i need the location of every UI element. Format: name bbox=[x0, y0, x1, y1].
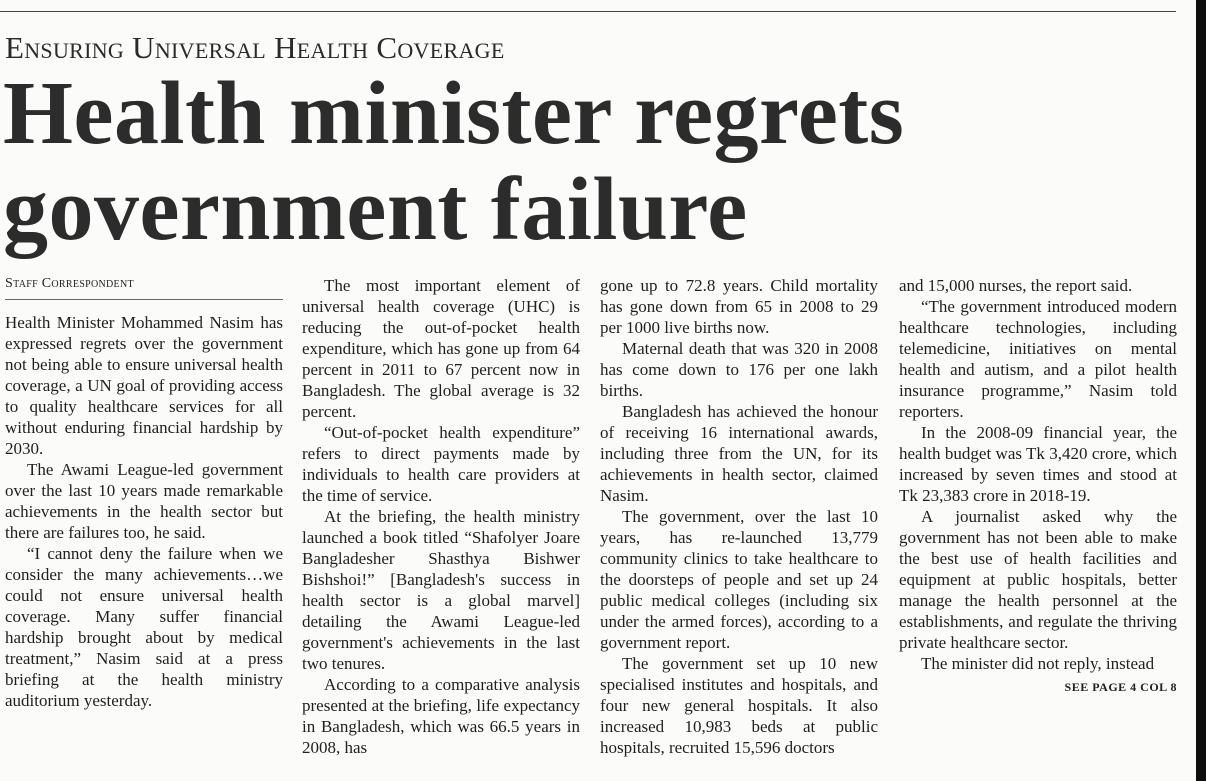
paragraph: “Out-of-pocket health expenditure” refers to direct payments made by individuals to health care providers at the time of service. bbox=[302, 423, 580, 505]
article-column-1 bbox=[5, 312, 283, 711]
paragraph: The most important element of universal health coverage (UHC) is reducing the out-of-pocket health expenditure, which has gone up from 64 percent in 2011 to 67 percent now in Bangladesh. The global average is 32 percent. bbox=[302, 276, 580, 421]
byline: Staff Correspondent bbox=[5, 276, 134, 291]
headline: Health minister regrets government failure bbox=[3, 64, 905, 259]
kicker: Ensuring Universal Health Coverage bbox=[5, 30, 505, 65]
paragraph: and 15,000 nurses, the report said. bbox=[899, 276, 1133, 295]
paragraph: The Awami League-led government over the last 10 years made remarkable achievements in the health sector but there are failures too, he said. bbox=[5, 460, 283, 542]
paragraph: Maternal death that was 320 in 2008 has come down to 176 per one lakh births. bbox=[600, 339, 878, 400]
article-column-3 bbox=[600, 275, 878, 758]
paragraph: The government set up 10 new specialised institutes and hospitals, and four new general hospitals. It also increased 10,983 beds at public hospitals, recruited 15,596 doctors bbox=[600, 654, 878, 757]
paragraph: In the 2008-09 financial year, the health budget was Tk 3,420 crore, which increased by seven times and stood at Tk 23,383 crore in 2018-19. bbox=[899, 423, 1177, 505]
article-column-2 bbox=[302, 275, 580, 758]
paragraph: According to a comparative analysis presented at the briefing, life expectancy in Bangladesh, which was 66.5 years in 2008, has bbox=[302, 675, 580, 757]
page-edge bbox=[1196, 0, 1206, 781]
paragraph: “The government introduced modern healthcare technologies, including telemedicine, initiatives on mental health and autism, and a pilot health insurance programme,” Nasim told reporters. bbox=[899, 297, 1177, 421]
top-rule bbox=[0, 11, 1176, 12]
paragraph: “I cannot deny the failure when we consider the many achievements…we could not ensure universal health coverage. Many suffer financial hardship brought about by medical treatment,” Nasim said at a press briefing at the health ministry auditorium yesterday. bbox=[5, 544, 283, 710]
paragraph: At the briefing, the health ministry launched a book titled “Shafolyer Joare Bangladesher Shasthya Bishwer Bishshoi!” [Bangladesh's success in health sector is a global marvel] detailing the Awami League-led government's achievements in the last two tenures. bbox=[302, 507, 580, 673]
paragraph: The government, over the last 10 years, has re-launched 13,779 community clinics to take healthcare to the doorsteps of people and set up 24 public medical colleges (including six under the armed forces), according to a government report. bbox=[600, 507, 878, 652]
paragraph: gone up to 72.8 years. Child mortality has gone down from 65 in 2008 to 29 per 1000 live births now. bbox=[600, 276, 878, 337]
paragraph: The minister did not reply, instead bbox=[921, 654, 1155, 673]
paragraph: A journalist asked why the government has not been able to make the best use of health facilities and equipment at public hospitals, better manage the health personnel at the establishments, and regulate the thriving private healthcare sector. bbox=[899, 507, 1177, 652]
paragraph: Bangladesh has achieved the honour of receiving 16 international awards, including three from the UN, for its achievements in health sector, claimed Nasim. bbox=[600, 402, 878, 505]
byline-rule bbox=[5, 299, 283, 300]
article-column-4 bbox=[899, 275, 1177, 698]
paragraph: Health Minister Mohammed Nasim has expressed regrets over the government not being able to ensure universal health coverage, a UN goal of providing access to quality healthcare services for all without enduring financial hardship by 2030. bbox=[5, 313, 283, 458]
continued-on-link[interactable]: SEE PAGE 4 COL 8 bbox=[1064, 680, 1177, 694]
